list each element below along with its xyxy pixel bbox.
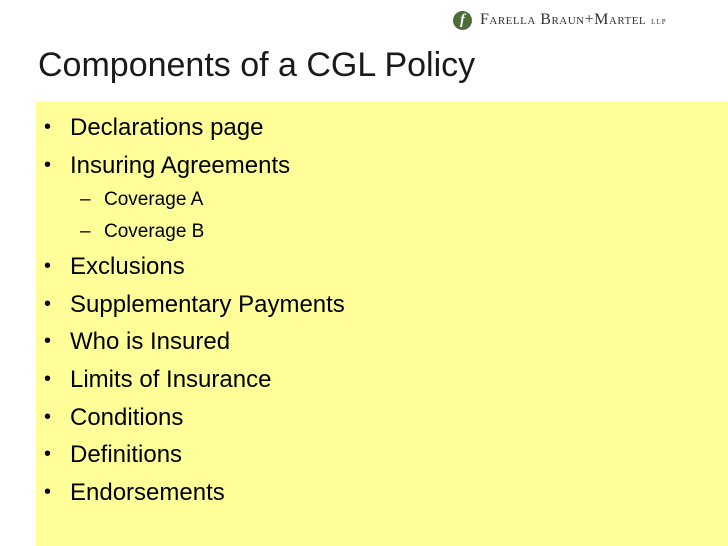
logo-wordmark (480, 11, 667, 29)
bullet-icon: • (44, 443, 52, 466)
bullet-label: Exclusions (70, 253, 185, 281)
bullet-icon: • (44, 405, 52, 428)
bullet-label: Who is Insured (70, 328, 231, 356)
bullet-icon: • (44, 255, 52, 278)
sub-bullet-label: Coverage A (104, 189, 204, 211)
bullet-label: Insuring Agreements (70, 151, 291, 179)
bullet-label: Definitions (70, 441, 183, 469)
logo-suffix: llp (651, 16, 667, 27)
content-area (36, 101, 728, 546)
leaf-logo-icon: f (453, 11, 472, 30)
bullet-label: Supplementary Payments (70, 290, 345, 318)
bullet-icon: • (44, 153, 52, 176)
dash-icon: – (80, 221, 91, 243)
bullet-label: Conditions (70, 403, 184, 431)
bullet-label: Limits of Insurance (70, 365, 272, 393)
bullet-icon: • (44, 116, 52, 138)
firm-logo (453, 8, 667, 32)
sub-bullet-label: Coverage B (104, 221, 205, 243)
bullet-label: Endorsements (70, 478, 225, 506)
dash-icon: – (80, 189, 91, 211)
slide-title: Components of a CGL Policy (38, 46, 476, 84)
bullet-icon: • (44, 292, 52, 315)
logo-name: Farella Braun+Martel (480, 11, 647, 28)
bullet-label: Declarations page (70, 114, 264, 141)
bullet-icon: • (44, 367, 52, 390)
bullet-icon: • (44, 330, 52, 353)
bullet-icon: • (44, 480, 52, 503)
